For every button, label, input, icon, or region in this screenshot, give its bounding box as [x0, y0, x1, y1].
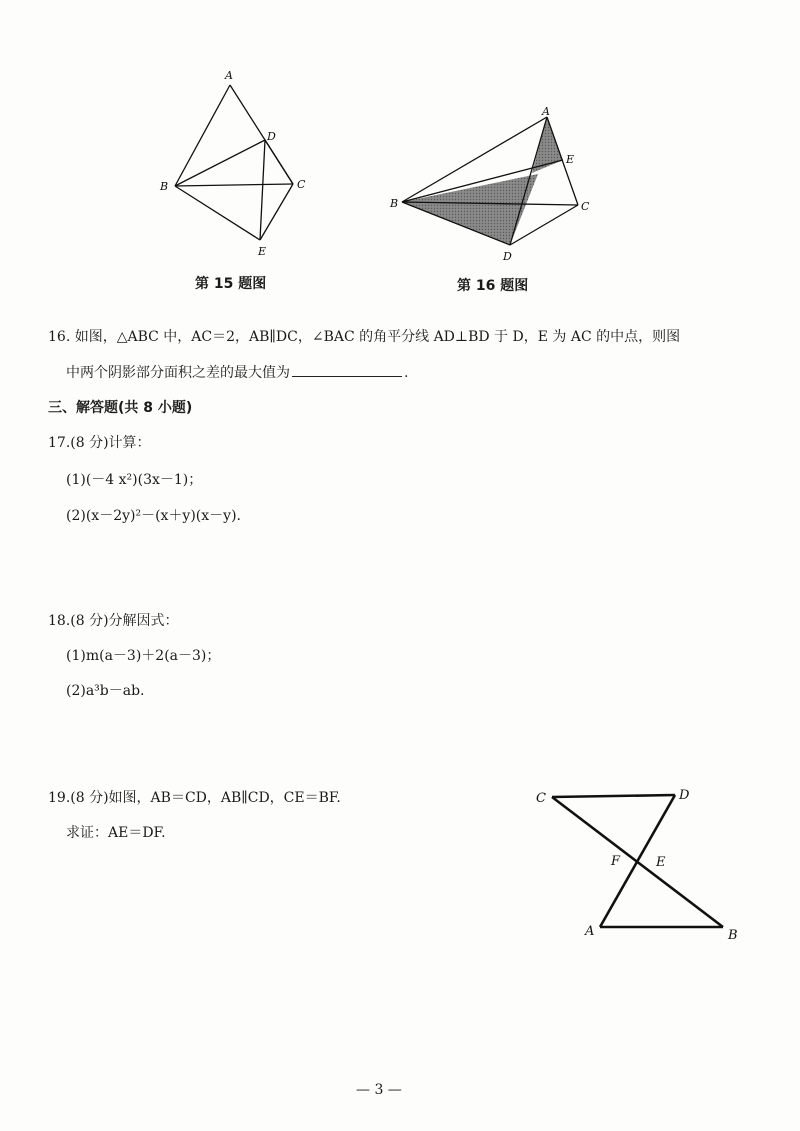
label-C: C — [581, 200, 590, 213]
seg-EC — [260, 184, 293, 240]
q19-prove: 求证：AE＝DF. — [66, 825, 166, 841]
figure-16 — [385, 105, 600, 265]
label-B: B — [390, 197, 399, 210]
figure-16-caption: 第 16 题图 — [457, 278, 529, 294]
label-B: B — [160, 180, 169, 193]
q16-line2-end: . — [404, 365, 409, 381]
q16-line1: 16. 如图，△ABC 中，AC＝2，AB∥DC，∠BAC 的角平分线 AD⊥BD 于 D，E 为 AC 的中点，则图 — [48, 329, 681, 345]
label-D: D — [679, 788, 690, 803]
q17-part2: (2)(x－2y)²－(x＋y)(x－y). — [66, 508, 241, 524]
label-A: A — [225, 69, 233, 82]
figure-15 — [150, 60, 330, 270]
label-C: C — [297, 178, 306, 191]
q17-part1: (1)(－4 x²)(3x－1)； — [66, 472, 203, 488]
seg-BE — [175, 186, 260, 240]
answer-blank[interactable] — [292, 362, 402, 377]
label-E: E — [566, 153, 575, 166]
q16-line2-text: 中两个阴影部分面积之差的最大值为 — [66, 365, 290, 381]
figure-19 — [530, 780, 750, 950]
q18-stem: 18.(8 分)分解因式： — [48, 613, 179, 629]
q18-part2: (2)a³b－ab. — [66, 683, 145, 699]
label-B: B — [728, 928, 738, 943]
q17-stem: 17.(8 分)计算： — [48, 435, 151, 451]
seg-CD — [552, 795, 675, 797]
seg-DE — [260, 140, 265, 240]
figure-15-caption: 第 15 题图 — [195, 276, 267, 292]
q16-line2 — [66, 362, 408, 383]
seg-BC — [175, 184, 293, 186]
q18-part1: (1)m(a－3)＋2(a－3)； — [66, 648, 221, 664]
label-C: C — [536, 791, 546, 806]
section-3-heading: 三、解答题(共 8 小题) — [48, 400, 193, 416]
label-A: A — [542, 105, 550, 118]
label-D: D — [503, 250, 512, 263]
seg-AB — [175, 85, 230, 186]
label-F: F — [611, 854, 621, 869]
label-A: A — [585, 924, 595, 939]
label-E: E — [258, 245, 267, 258]
label-E: E — [656, 855, 666, 870]
seg-DC — [265, 140, 293, 184]
q19-stem: 19.(8 分)如图，AB＝CD，AB∥CD，CE＝BF. — [48, 790, 341, 806]
label-D: D — [267, 130, 276, 143]
page-number: — 3 — — [356, 1082, 402, 1098]
seg-BD — [175, 140, 265, 186]
